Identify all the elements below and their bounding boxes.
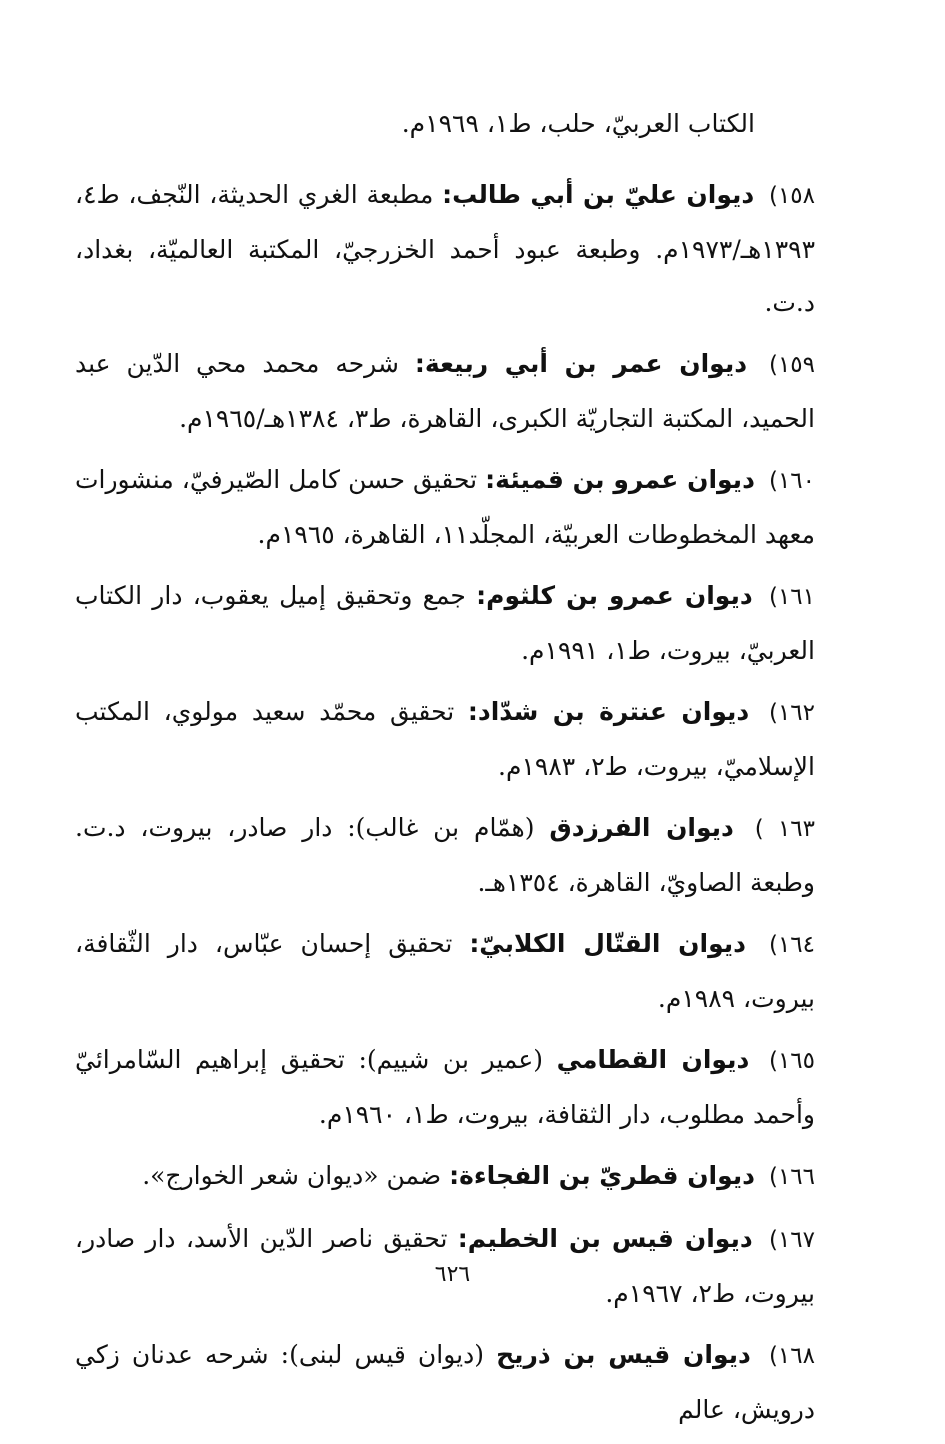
entry-number: ١٦٣ ) [754,816,816,842]
entry-description: شرحه محمد محي الدّين عبد الحميد، المكتبة التجاريّة الكبرى، القاهرة، ط٣، ١٣٨٤هـ/١٩٦٥م. [75,349,815,433]
entry-title: ديوان عمر بن أبي ربيعة: [414,349,748,378]
continuation-text: الكتاب العربيّ، حلب، ط١، ١٩٦٩م. [401,109,755,138]
bibliography-entry-160 [75,453,815,561]
bibliography-entry-158 [75,168,815,329]
entry-description: مطبعة الغري الحديثة، النّجف، ط٤، ١٣٩٣هـ/١٩٧٣م. وطبعة عبود أحمد الخزرجيّ، المكتبة العالميّة، بغداد، د.ت. [75,180,815,317]
entry-description: (همّام بن غالب): دار صادر، بيروت، د.ت. وطبعة الصاويّ، القاهرة، ١٣٥٤هـ. [75,813,815,897]
bibliography-entry-164 [75,917,815,1025]
entry-title: ديوان قطريّ بن الفجاءة: [449,1161,755,1190]
bibliography-list [75,168,815,1444]
entry-description: تحقيق محمّد سعيد مولوي، المكتب الإسلاميّ، بيروت، ط٢، ١٩٨٣م. [75,697,815,781]
entry-number: ١٦٠) [768,468,816,494]
entry-description: تحقيق إحسان عبّاس، دار الثّقافة، بيروت، ١٩٨٩م. [75,929,815,1013]
bibliography-entry-163 [75,801,815,909]
entry-title: ديوان عمرو بن كلثوم: [476,581,753,610]
entry-title: ديوان القتّال الكلابيّ: [469,929,746,958]
entry-description: ضمن «ديوان شعر الخوارج». [142,1161,442,1190]
entry-description: (عمير بن شييم): تحقيق إبراهيم السّامرائيّ وأحمد مطلوب، دار الثقافة، بيروت، ط١، ١٩٦٠م. [75,1045,815,1129]
entry-number: ١٦١) [768,584,815,610]
entry-description: تحقيق حسن كامل الصّيرفيّ، منشورات معهد المخطوطات العربيّة، المجلّد١١، القاهرة، ١٩٦٥م. [75,465,815,549]
bibliography-entry-162 [75,685,815,793]
entry-description: جمع وتحقيق إميل يعقوب، دار الكتاب العربيّ، بيروت، ط١، ١٩٩١م. [75,581,815,665]
entry-title: ديوان القطامي [556,1045,750,1074]
entry-title: ديوان الفرزدق [549,813,734,842]
bibliography-entry-166 [75,1149,815,1204]
entry-title: ديوان قيس بن ذريح [496,1340,751,1369]
entry-title: ديوان عنترة بن شدّاد: [467,697,750,726]
entry-number: ١٦٦) [768,1164,815,1190]
entry-number: ١٦٢) [768,700,815,726]
entry-description: (ديوان قيس لبنى): شرحه عدنان زكي درويش، عالم [75,1340,815,1424]
entry-number: ١٥٩) [768,352,815,378]
entry-number: ١٦٨) [768,1343,815,1369]
page-number: ٦٢٦ [434,1262,471,1287]
bibliography-entry-165 [75,1033,815,1141]
entry-title: ديوان قيس بن الخطيم: [457,1224,753,1253]
entry-number: ١٦٤) [768,932,815,958]
entry-number: ١٦٥) [768,1048,815,1074]
entry-description: تحقيق ناصر الدّين الأسد، دار صادر، بيروت، ط٢، ١٩٦٧م. [75,1224,815,1308]
entry-number: ١٦٧) [768,1227,815,1253]
bibliography-entry-168 [75,1328,815,1436]
bibliography-entry-159 [75,337,815,445]
entry-title: ديوان عمرو بن قميئة: [485,465,755,494]
entry-title: ديوان عليّ بن أبي طالب: [442,180,755,209]
bibliography-entry-161 [75,569,815,677]
entry-number: ١٥٨) [768,183,816,209]
